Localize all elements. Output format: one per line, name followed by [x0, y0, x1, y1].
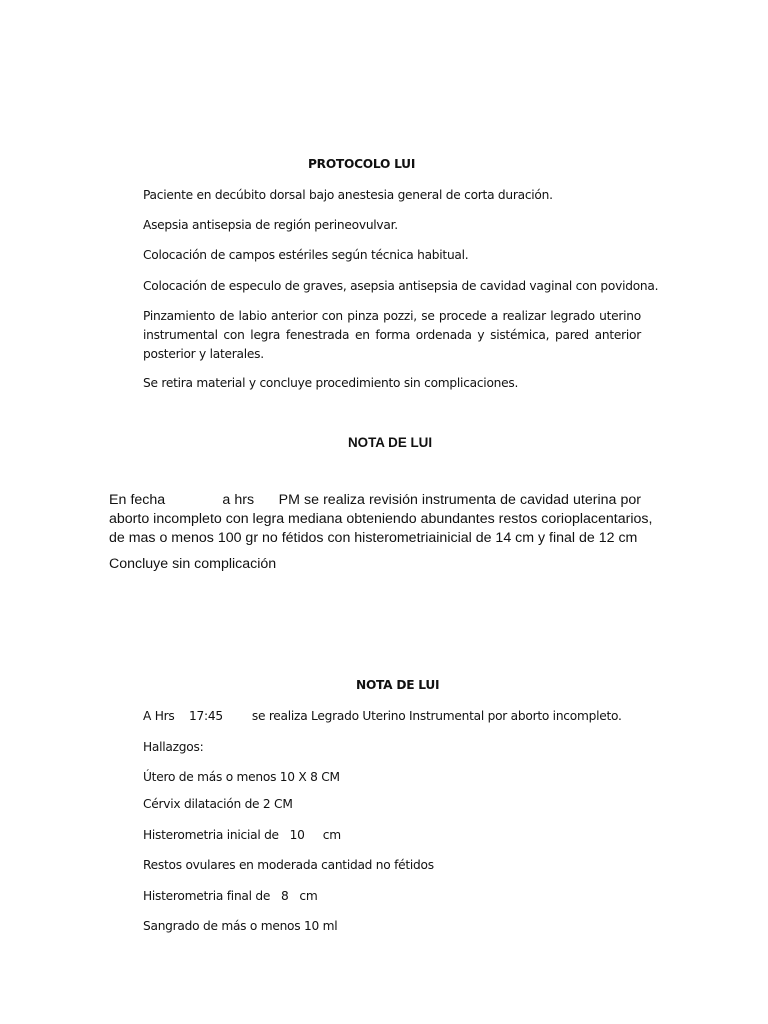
protocolo-paragraph-2: Asepsia antisepsia de región perineovulvar. — [143, 218, 398, 232]
nota2-title: NOTA DE LUI — [356, 678, 440, 692]
nota1-paragraph-line: En fecha a hrs PM se realiza revisión instrumenta de cavidad uterina por — [109, 492, 641, 508]
nota2-line-6: Restos ovulares en moderada cantidad no fétidos — [143, 858, 434, 872]
nota2-line-7: Histerometria final de 8 cm — [143, 889, 318, 903]
nota2-line-2: Hallazgos: — [143, 740, 204, 754]
protocolo-paragraph-6: Se retira material y concluye procedimiento sin complicaciones. — [143, 376, 519, 390]
nota1-paragraph — [109, 491, 653, 548]
protocolo-paragraph-4: Colocación de especulo de graves, asepsia antisepsia de cavidad vaginal con povidona. — [143, 279, 659, 293]
nota1-title: NOTA DE LUI — [348, 435, 433, 450]
protocolo-paragraph-3: Colocación de campos estériles según técnica habitual. — [143, 248, 469, 262]
nota2-line-4: Cérvix dilatación de 2 CM — [143, 797, 293, 811]
protocolo-paragraph-1: Paciente en decúbito dorsal bajo anestesia general de corta duración. — [143, 188, 553, 202]
nota1-paragraph-line: de mas o menos 100 gr no fétidos con histerometriainicial de 14 cm y final de 12 cm — [109, 530, 638, 546]
protocolo-paragraph-5-line: instrumental con legra fenestrada en forma ordenada y sistémica, pared anterior — [143, 328, 641, 342]
nota1-conclusion: Concluye sin complicación — [109, 556, 277, 572]
nota2-line-8: Sangrado de más o menos 10 ml — [143, 919, 338, 933]
protocolo-title: PROTOCOLO LUI — [308, 157, 416, 171]
nota1-paragraph-line: aborto incompleto con legra mediana obteniendo abundantes restos corioplacentarios, — [109, 511, 653, 527]
nota2-line-3: Útero de más o menos 10 X 8 CM — [143, 770, 340, 784]
protocolo-paragraph-5 — [143, 307, 641, 364]
protocolo-paragraph-5-line: Pinzamiento de labio anterior con pinza pozzi, se procede a realizar legrado uterino — [143, 309, 641, 323]
protocolo-paragraph-5-line: posterior y laterales. — [143, 347, 264, 361]
nota2-line-5: Histerometria inicial de 10 cm — [143, 828, 341, 842]
nota2-line-1: A Hrs 17:45 se realiza Legrado Uterino Instrumental por aborto incompleto. — [143, 709, 622, 723]
